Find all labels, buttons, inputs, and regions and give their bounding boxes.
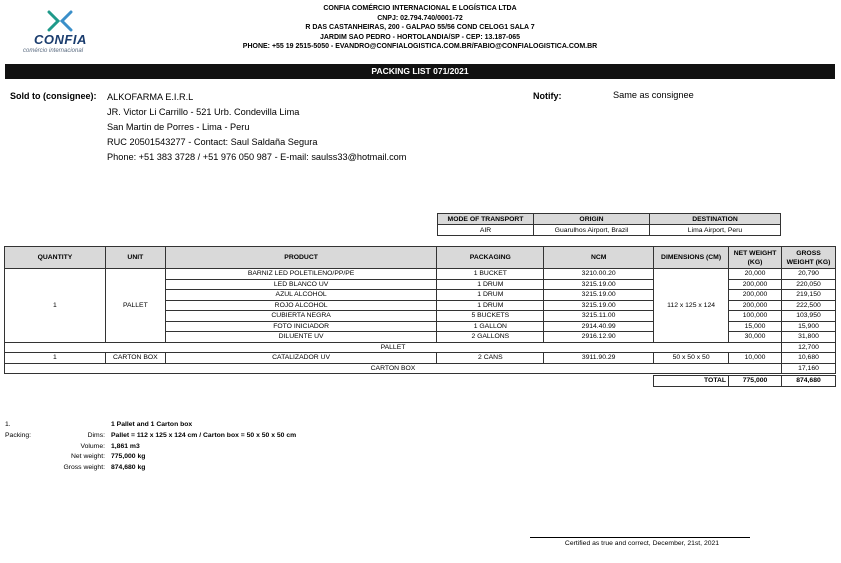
carton-gross: 10,680 (782, 353, 836, 364)
company-contact: PHONE: +55 19 2515-5050 - EVANDRO@CONFIALOGISTICA.COM.BR/FABIO@CONFIALOGISTICA.COM.BR (242, 43, 598, 51)
product-cell: AZUL ALCOHOL (165, 290, 437, 301)
packaging-cell: 1 BUCKET (437, 269, 544, 280)
consignee-ruc: RUC 20501543277 - Contact: Saul Saldaña Segura (107, 137, 318, 147)
consignee-name: ALKOFARMA E.I.R.L (107, 92, 194, 102)
col-product: PRODUCT (165, 247, 437, 269)
total-net: 775,000 (729, 376, 782, 387)
note-key: 1. Packing: (5, 421, 32, 439)
total-blank (5, 376, 654, 387)
net-cell: 15,000 (729, 321, 782, 332)
ncm-cell: 3215.19.00 (544, 300, 654, 311)
consignee-phone: Phone: +51 383 3728 / +51 976 050 987 - E-mail: saulss33@hotmail.com (107, 152, 407, 162)
product-cell: CUBIERTA NEGRA (165, 311, 437, 322)
confia-logo (20, 10, 100, 60)
sold-to-label: Sold to (consignee): (10, 91, 97, 101)
carton-row (5, 353, 836, 364)
sold-to-address (107, 90, 406, 165)
net-cell: 20,000 (729, 269, 782, 280)
transport-destination-header: DESTINATION (650, 214, 781, 225)
col-packaging: PACKAGING (437, 247, 544, 269)
net-cell: 200,000 (729, 279, 782, 290)
net-cell: 200,000 (729, 290, 782, 301)
product-cell: FOTO INICIADOR (165, 321, 437, 332)
note-key: Net weight: (70, 453, 105, 461)
carton-subtotal-label: CARTON BOX (5, 363, 782, 374)
notify-value: Same as consignee (613, 90, 694, 100)
net-cell: 30,000 (729, 332, 782, 343)
packaging-cell: 1 GALLON (437, 321, 544, 332)
carton-quantity: 1 (5, 353, 106, 364)
consignee-street: JR. Victor Li Carrillo - 521 Urb. Condevilla Lima (107, 107, 300, 117)
transport-mode-header: MODE OF TRANSPORT (438, 214, 534, 225)
gross-cell: 220,050 (782, 279, 836, 290)
packaging-cell: 2 GALLONS (437, 332, 544, 343)
company-name: CONFIA COMÉRCIO INTERNACIONAL E LOGÍSTICA LTDA (323, 5, 517, 12)
ncm-cell: 2916.12.90 (544, 332, 654, 343)
company-header (140, 4, 700, 52)
note-value: 874,680 kg (111, 464, 146, 472)
pallet-subtotal-gross: 12,700 (782, 342, 836, 353)
col-unit: UNIT (105, 247, 165, 269)
total-gross: 874,680 (782, 376, 836, 387)
pallet-quantity: 1 (5, 269, 106, 343)
pallet-subtotal-label: PALLET (5, 342, 782, 353)
company-address: R DAS CASTANHEIRAS, 200 - GALPAO 55/56 COND CELOG1 SALA 7 (305, 24, 535, 32)
carton-ncm: 3911.90.29 (544, 353, 654, 364)
transport-destination: Lima Airport, Peru (650, 225, 781, 236)
transport-table (437, 213, 781, 236)
carton-subtotal-gross: 17,160 (782, 363, 836, 374)
col-gross-weight: GROSS WEIGHT (KG) (782, 247, 836, 269)
ncm-cell: 3215.19.00 (544, 290, 654, 301)
transport-mode: AIR (438, 225, 534, 236)
total-label: TOTAL (654, 376, 729, 387)
pallet-subtotal-row (5, 342, 836, 353)
note-value: 1,861 m3 (111, 442, 140, 450)
carton-product: CATALIZADOR UV (165, 353, 437, 364)
net-cell: 100,000 (729, 311, 782, 322)
transport-origin-header: ORIGIN (534, 214, 650, 225)
product-cell: DILUENTE UV (165, 332, 437, 343)
signature-line (530, 537, 750, 538)
logo-word: CONFIA (34, 32, 87, 47)
gross-cell: 31,800 (782, 332, 836, 343)
ncm-cell: 3215.19.00 (544, 279, 654, 290)
gross-cell: 222,500 (782, 300, 836, 311)
note-key: Gross weight: (63, 464, 105, 472)
table-row (5, 269, 836, 280)
note-value: 775,000 kg (111, 453, 146, 461)
carton-net: 10,000 (729, 353, 782, 364)
packaging-cell: 1 DRUM (437, 279, 544, 290)
note-key: Dims: (87, 431, 105, 439)
carton-packaging: 2 CANS (437, 353, 544, 364)
product-cell: ROJO ALCOHOL (165, 300, 437, 311)
pallet-dimensions: 112 x 125 x 124 (654, 269, 729, 343)
pallet-unit: PALLET (105, 269, 165, 343)
certification-text: Certified as true and correct, December, 21st, 2021 (564, 540, 720, 547)
ncm-cell: 3215.11.00 (544, 311, 654, 322)
packaging-cell: 5 BUCKETS (437, 311, 544, 322)
company-cnpj: CNPJ: 02.794.740/0001-72 (377, 14, 463, 22)
packing-table (4, 246, 836, 387)
ncm-cell: 2914.40.99 (544, 321, 654, 332)
document-title: PACKING LIST 071/2021 (5, 64, 835, 79)
transport-origin: Guarulhos Airport, Brazil (534, 225, 650, 236)
company-district: JARDIM SAO PEDRO - HORTOLANDIA/SP - CEP: 13.187-065 (319, 33, 521, 41)
gross-cell: 103,950 (782, 311, 836, 322)
note-value: 1 Pallet and 1 Carton box (111, 421, 193, 428)
note-value: Pallet = 112 x 125 x 124 cm / Carton box = 50 x 50 x 50 cm (111, 431, 297, 439)
carton-dimensions: 50 x 50 x 50 (654, 353, 729, 364)
consignee-city: San Martin de Porres - Lima - Peru (107, 122, 250, 132)
col-quantity: QUANTITY (5, 247, 106, 269)
gross-cell: 20,790 (782, 269, 836, 280)
carton-unit: CARTON BOX (105, 353, 165, 364)
carton-subtotal-row (5, 363, 836, 374)
col-net-weight: NET WEIGHT (KG) (729, 247, 782, 269)
total-row (5, 376, 836, 387)
logo-tagline: comércio internacional (23, 48, 84, 54)
col-ncm: NCM (544, 247, 654, 269)
ncm-cell: 3210.00.20 (544, 269, 654, 280)
net-cell: 200,000 (729, 300, 782, 311)
note-key: Volume: (80, 442, 105, 450)
table-header-row (5, 247, 836, 269)
col-dimensions: DIMENSIONS (CM) (654, 247, 729, 269)
notify-label: Notify: (533, 91, 562, 101)
logo-cross-icon (47, 10, 73, 32)
gross-cell: 219,150 (782, 290, 836, 301)
gross-cell: 15,900 (782, 321, 836, 332)
product-cell: LED BLANCO UV (165, 279, 437, 290)
packaging-cell: 1 DRUM (437, 290, 544, 301)
product-cell: BARNIZ LED POLETILENO/PP/PE (165, 269, 437, 280)
packaging-cell: 1 DRUM (437, 300, 544, 311)
